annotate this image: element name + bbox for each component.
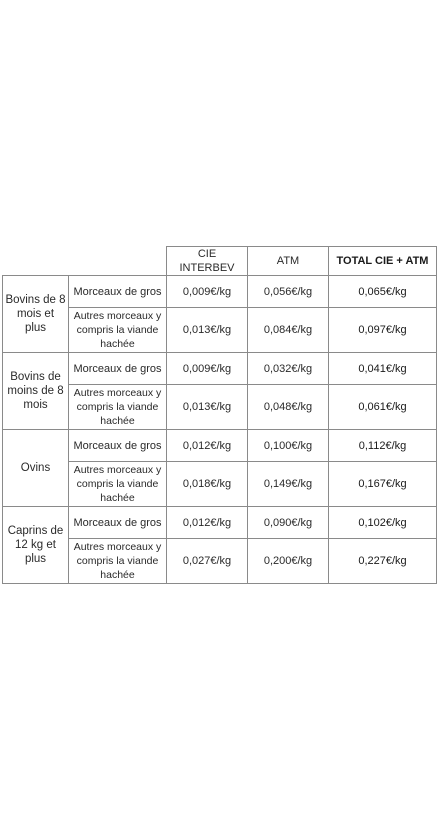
atm-cell: 0,084€/kg (248, 308, 329, 353)
header-blank-cell (3, 247, 167, 276)
category-cell: Bovins de 8 mois et plus (3, 276, 69, 353)
total-cell: 0,061€/kg (329, 385, 437, 430)
table-row (3, 276, 437, 308)
total-cell: 0,112€/kg (329, 430, 437, 462)
table-row (3, 308, 437, 353)
table-row (3, 430, 437, 462)
atm-cell: 0,090€/kg (248, 507, 329, 539)
total-cell: 0,097€/kg (329, 308, 437, 353)
cut-cell: Autres morceaux y compris la viande hachée (69, 385, 167, 430)
cut-cell: Morceaux de gros (69, 430, 167, 462)
cut-cell: Autres morceaux y compris la viande hachée (69, 308, 167, 353)
cie-cell: 0,009€/kg (167, 353, 248, 385)
category-cell: Bovins de moins de 8 mois (3, 353, 69, 430)
total-cell: 0,167€/kg (329, 462, 437, 507)
header-row (3, 247, 437, 276)
cut-cell: Morceaux de gros (69, 353, 167, 385)
category-cell: Ovins (3, 430, 69, 507)
cut-cell: Autres morceaux y compris la viande hachée (69, 462, 167, 507)
table-row (3, 539, 437, 584)
cut-cell: Autres morceaux y compris la viande hachée (69, 539, 167, 584)
cie-cell: 0,013€/kg (167, 385, 248, 430)
price-table (2, 246, 437, 584)
atm-cell: 0,149€/kg (248, 462, 329, 507)
total-cell: 0,065€/kg (329, 276, 437, 308)
cut-cell: Morceaux de gros (69, 507, 167, 539)
header-atm: ATM (248, 247, 329, 276)
table-row (3, 385, 437, 430)
cut-cell: Morceaux de gros (69, 276, 167, 308)
atm-cell: 0,048€/kg (248, 385, 329, 430)
category-cell: Caprins de 12 kg et plus (3, 507, 69, 584)
header-cie: CIE INTERBEV (167, 247, 248, 276)
total-cell: 0,227€/kg (329, 539, 437, 584)
cie-cell: 0,027€/kg (167, 539, 248, 584)
table-row (3, 462, 437, 507)
cie-cell: 0,012€/kg (167, 430, 248, 462)
cie-cell: 0,013€/kg (167, 308, 248, 353)
header-total: TOTAL CIE + ATM (329, 247, 437, 276)
cie-cell: 0,009€/kg (167, 276, 248, 308)
table-row (3, 507, 437, 539)
atm-cell: 0,100€/kg (248, 430, 329, 462)
total-cell: 0,102€/kg (329, 507, 437, 539)
total-cell: 0,041€/kg (329, 353, 437, 385)
atm-cell: 0,200€/kg (248, 539, 329, 584)
cie-cell: 0,018€/kg (167, 462, 248, 507)
atm-cell: 0,032€/kg (248, 353, 329, 385)
table-row (3, 353, 437, 385)
atm-cell: 0,056€/kg (248, 276, 329, 308)
cie-cell: 0,012€/kg (167, 507, 248, 539)
